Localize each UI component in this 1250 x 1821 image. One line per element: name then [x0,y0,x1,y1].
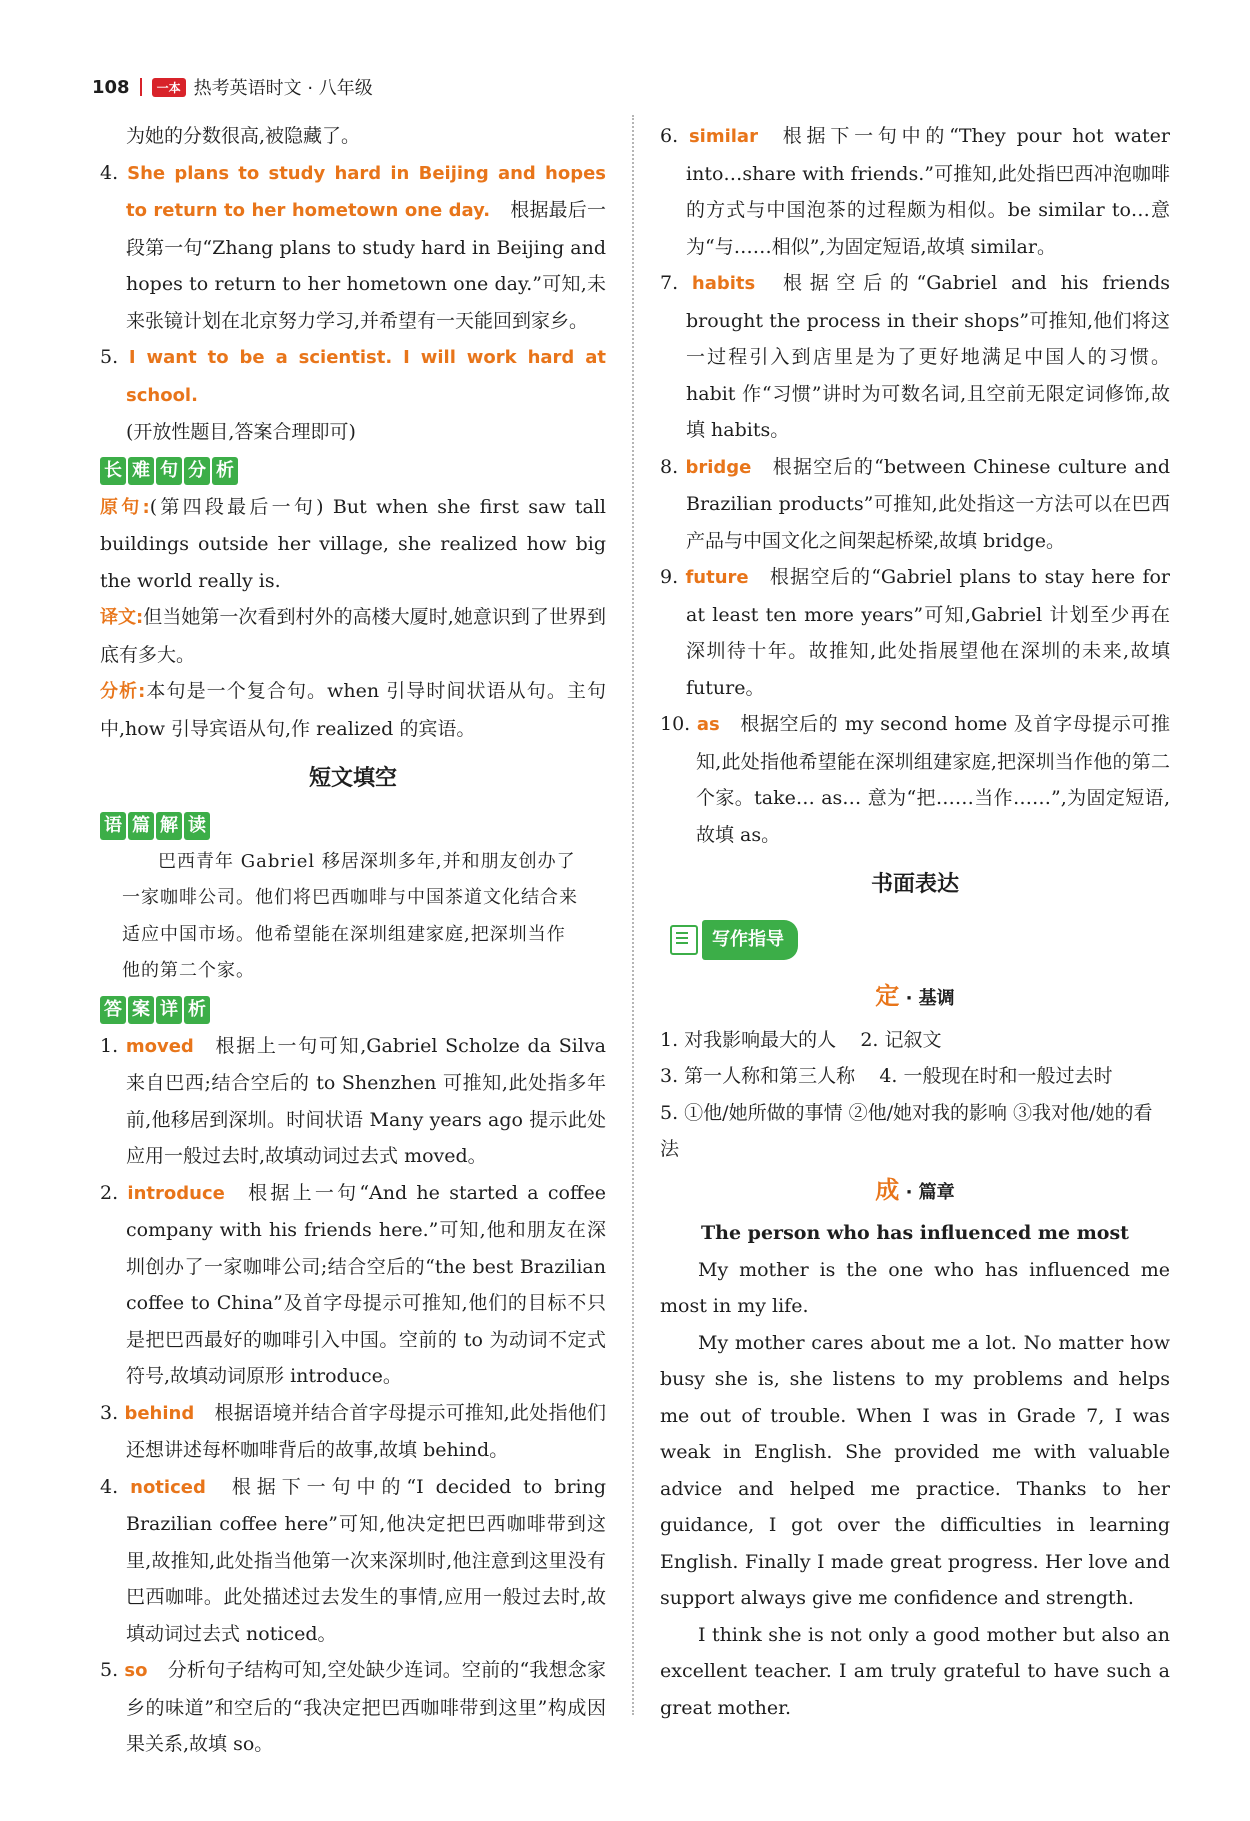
answer-text: She plans to study hard in Beijing and hopes to return to her hometown one day. [126,162,606,221]
answer-text: bridge [685,456,752,478]
essay-title: The person who has influenced me most [701,1222,1129,1244]
explanation-text: 根据空后的“Gabriel and his friends brought the process in their shops”可推知,他们将这一过程引入到店里是为了更好地满足中国人的习惯。habit 作“习惯”讲时为可数名词,且空前无限定词修饰,故填 habits。 [686,272,1170,441]
answer-text: noticed [130,1476,206,1498]
intro-line: 为她的分数很高,被隐藏了。 [126,125,361,147]
item-number: 2. [100,1181,119,1204]
analysis-label: 分析: [100,681,146,702]
translation [100,599,606,673]
tone-big-char: 定 [875,982,900,1010]
original-text: (第四段最后一句) But when she first saw tall buildings outside her village, she realized how big the world really is. [100,495,606,592]
answer-text: future [685,567,749,588]
left-column [100,118,606,1763]
answer-text: I want to be a scientist. I will work hard at school. [126,347,606,406]
tag-char: 语 [100,812,126,840]
writing-guide-tag [670,920,798,961]
explanation-text: (开放性题目,答案合理即可) [126,421,356,443]
cloze-answer-item [660,265,1170,449]
item-number: 4. [100,1475,119,1498]
tag-char: 析 [212,457,238,485]
original-sentence [100,489,606,600]
explanation-text: 分析句子结构可知,空处缺少连词。空前的“我想念家乡的味道”和空后的“我决定把巴西咖啡带到这里”构成因果关系,故填 so。 [126,1659,607,1755]
explanation-text: 根据上一句“And he started a coffee company with his friends here.”可知,他和朋友在深圳创办了一家咖啡公司;结合空后的“the best Brazilian coffee to China”及首字母提示可推知,他们的目标不只是把巴西最好的咖啡引入中国。空前的 to 为动词不定式符号,故填动词原形 introduce。 [126,1181,606,1387]
cloze-answer-item [660,559,1170,706]
answer-text: so [124,1660,148,1681]
explanation-text: 根据下一句中的“They pour hot water into…share with friends.”可推知,此处指巴西冲泡咖啡的方式与中国泡茶的过程颇为相似。be similar to…意为“与……相似”,为固定短语,故填 similar。 [686,125,1170,258]
explanation-text: 根据下一句中的“I decided to bring Brazilian coffee here”可知,他决定把巴西咖啡带到这里,故推知,此处指当他第一次来深圳时,他注意到这里没有巴西咖啡。此处描述过去发生的事情,应用一般过去时,故填动词过去式 noticed。 [126,1475,607,1645]
reading-tag [100,812,210,840]
item-number: 10. [660,713,691,735]
page-header [92,72,373,102]
tag-char: 详 [156,996,182,1024]
original-label: 原句: [100,496,150,518]
tag-char: 篇 [128,812,154,840]
column-divider [632,115,634,1715]
tag-char: 解 [156,812,182,840]
tag-char: 长 [100,457,126,485]
translation-text: 但当她第一次看到村外的高楼大厦时,她意识到了世界到底有多大。 [100,606,607,666]
answer-text: habits [691,273,756,294]
cloze-answer-item [100,1469,606,1653]
answers-tag [100,996,210,1024]
answer-text: similar [688,126,758,147]
writing-section-title: 书面表达 [870,872,959,897]
item-number: 3. [100,1401,119,1424]
chapter-heading [660,1172,1170,1212]
analysis-text: 本句是一个复合句。when 引导时间状语从句。主句中,how 引导宾语从句,作 realized 的宾语。 [100,680,606,740]
tone-line: 3. 第一人称和第三人称 4. 一般现在时和一般过去时 [660,1065,1113,1087]
explanation-text: 根据空后的“Gabriel plans to stay here for at least ten more years”可知,Gabriel 计划至少再在深圳待十年。故推知,此处指展望他在深圳的未来,故填 future。 [686,566,1171,699]
answer-text: as [696,714,720,735]
cloze-answer-item [100,1652,606,1763]
tone-line: 5. ①他/她所做的事情 ②他/她对我的影响 ③我对他/她的看法 [660,1101,1153,1160]
item-number: 5. [100,1659,119,1681]
cloze-answer-item [660,449,1170,560]
long-sentence-tag [100,457,238,485]
reading-summary: 巴西青年 Gabriel 移居深圳多年,并和朋友创办了一家咖啡公司。他们将巴西咖啡与中国茶道文化结合来适应中国市场。他希望能在深圳组建家庭,把深圳当作他的第二个家。 [122,850,578,981]
explanation-text: 根据上一句可知,Gabriel Scholze da Silva 来自巴西;结合空后的 to Shenzhen 可推知,此处指多年前,他移居到深圳。时间状语 Many years ago 提示此处应用一般过去时,故填动词过去式 moved。 [126,1034,606,1167]
item-number: 8. [660,455,679,478]
translation-label: 译文: [100,607,144,628]
tag-char: 读 [184,812,210,840]
answer-text: moved [125,1035,194,1057]
chapter-big-char: 成 [875,1175,900,1204]
essay-paragraph: My mother is the one who has influenced me most in my life. [660,1258,1170,1317]
item-number: 6. [660,125,679,147]
essay-paragraph: My mother cares about me a lot. No matter how busy she is, she listens to my problems and helps me out of trouble. When I was in Grade 7, I was weak in English. She provided me with valuable advice and helped me practice. Thanks to her guidance, I got over the difficulties in learning English. Finally I made great progress. Her love and support always give me confidence and strength. [660,1331,1170,1609]
tag-char: 句 [156,457,182,485]
answer-text: introduce [127,1182,225,1204]
tone-subtitle: · 基调 [905,988,955,1009]
explanation-text: 根据最后一段第一句“Zhang plans to study hard in Beijing and hopes to return to her hometown one day.”可知,未来张镜计划在北京努力学习,并希望有一天能回到家乡。 [126,199,606,332]
reading-answer-item [100,339,606,451]
tag-char: 难 [128,457,154,485]
analysis [100,673,606,747]
explanation-text: 根据语境并结合首字母提示可推知,此处指他们还想讲述每杯咖啡背后的故事,故填 behind。 [126,1401,606,1461]
essay-paragraph: I think she is not only a good mother but also an excellent teacher. I am truly grateful to have such a great mother. [660,1623,1170,1719]
book-title: 热考英语时文 · 八年级 [193,78,373,99]
cloze-answer-item [100,1175,606,1395]
cloze-answer-item [660,706,1170,853]
chapter-subtitle: · 篇章 [905,1181,955,1203]
tone-heading [660,978,1170,1018]
cloze-answer-item [660,118,1170,265]
reading-answer-item [100,155,606,340]
tag-char: 案 [128,996,154,1024]
item-number: 5. [100,346,119,368]
right-column [660,118,1170,1726]
tag-char: 析 [184,996,210,1024]
item-number: 1. [100,1034,119,1057]
item-number: 9. [660,566,679,588]
answer-text: behind [124,1402,195,1424]
item-number: 7. [660,272,679,294]
page-number: 108 [92,76,130,98]
tag-char: 分 [184,457,210,485]
cloze-answer-item [100,1028,606,1175]
explanation-text: 根据空后的 my second home 及首字母提示可推知,此处指他希望能在深圳组建家庭,把深圳当作他的第二个家。take… as… 意为“把……当作……”,为固定短语,故填 as。 [696,713,1170,846]
writing-guide-label: 写作指导 [702,920,798,961]
cloze-answer-item [100,1395,606,1469]
cloze-section-title: 短文填空 [308,766,397,791]
tag-char: 答 [100,996,126,1024]
header-divider [140,78,142,96]
item-number: 4. [100,161,119,184]
publisher-logo: 一本 [152,78,186,97]
notepad-icon [670,925,698,955]
explanation-text: 根据空后的“between Chinese culture and Brazilian products”可推知,此处指这一方法可以在巴西产品与中国文化之间架起桥梁,故填 bridge。 [686,455,1171,552]
tone-line: 1. 对我影响最大的人 2. 记叙文 [660,1028,942,1051]
